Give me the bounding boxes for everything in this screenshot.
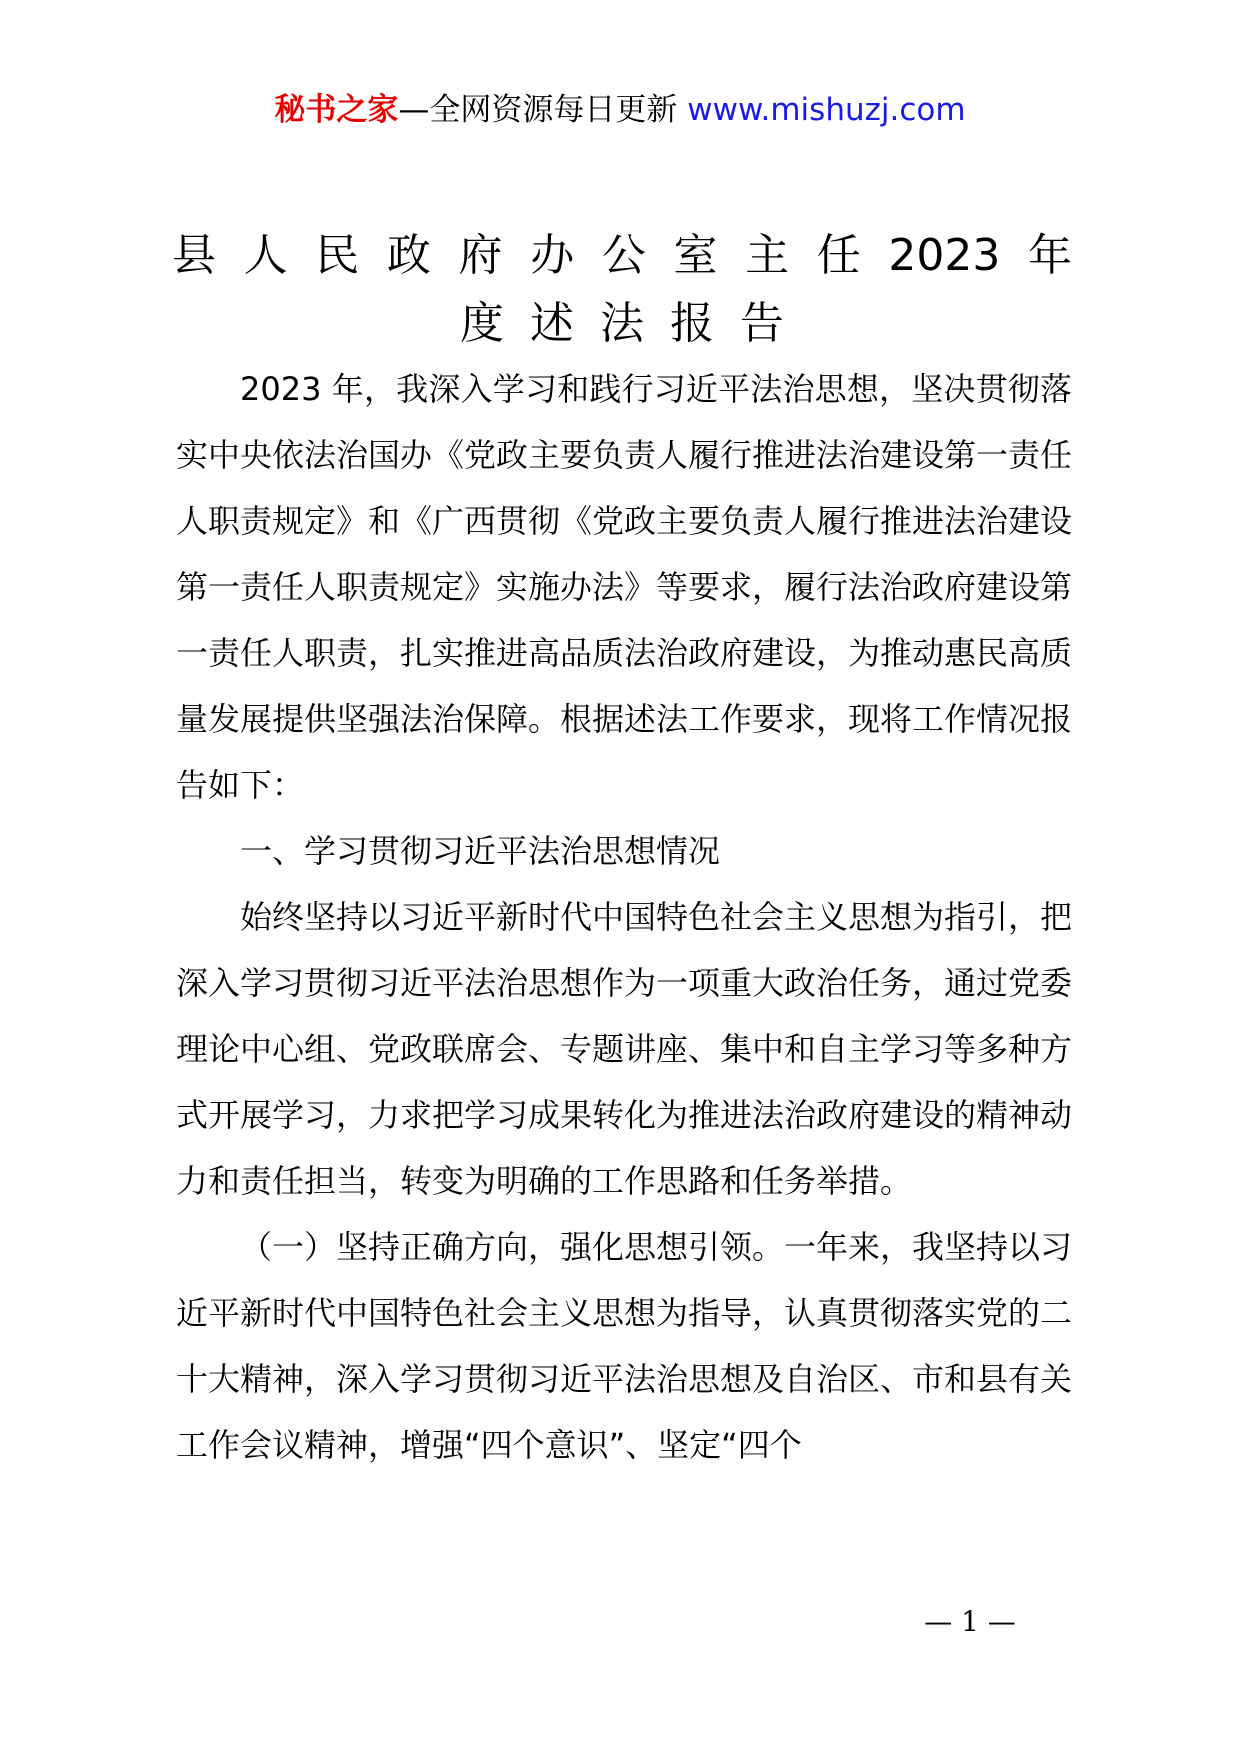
paragraph-section-1: 始终坚持以习近平新时代中国特色社会主义思想为指引，把深入学习贯彻习近平法治思想作为一项重大政治任务，通过党委理论中心组、党政联席会、专题讲座、集中和自主学习等多种方式开展学习，力求把学习成果转化为推进法治政府建设的精神动力和责任担当，转变为明确的工作思路和任务举措。 [176,898,1073,1200]
page-header [0,90,1240,130]
page-number: — 1 — [924,1605,1016,1638]
paragraph-subsection-1: （一）坚持正确方向，强化思想引领。一年来，我坚持以习近平新时代中国特色社会主义思想为指导，认真贯彻落实党的二十大精神，深入学习贯彻习近平法治思想及自治区、市和县有关工作会议精神，增强“四个意识”、坚定“四个 [176,1228,1073,1464]
document-title-line-2: 度述法报告 [460,298,810,349]
header-tagline: —全网资源每日更新 [398,92,678,128]
document-body [176,356,1072,1478]
site-url-link[interactable]: www.mishuzj.com [687,92,966,128]
document-title-line-1: 县人民政府办公室主任2023年 [172,230,1072,281]
paragraph-intro: 2023 年，我深入学习和践行习近平法治思想，坚决贯彻落实中央依法治国办《党政主要负责人履行推进法治建设第一责任人职责规定》和《广西贯彻《党政主要负责人履行推进法治建设第一责任人职责规定》实施办法》等要求，履行法治政府建设第一责任人职责，扎实推进高品质法治政府建设，为推动惠民高质量发展提供坚强法治保障。根据述法工作要求，现将工作情况报告如下： [176,370,1073,804]
brand-name: 秘书之家 [274,92,399,128]
section-heading: 一、学习贯彻习近平法治思想情况 [240,832,721,870]
